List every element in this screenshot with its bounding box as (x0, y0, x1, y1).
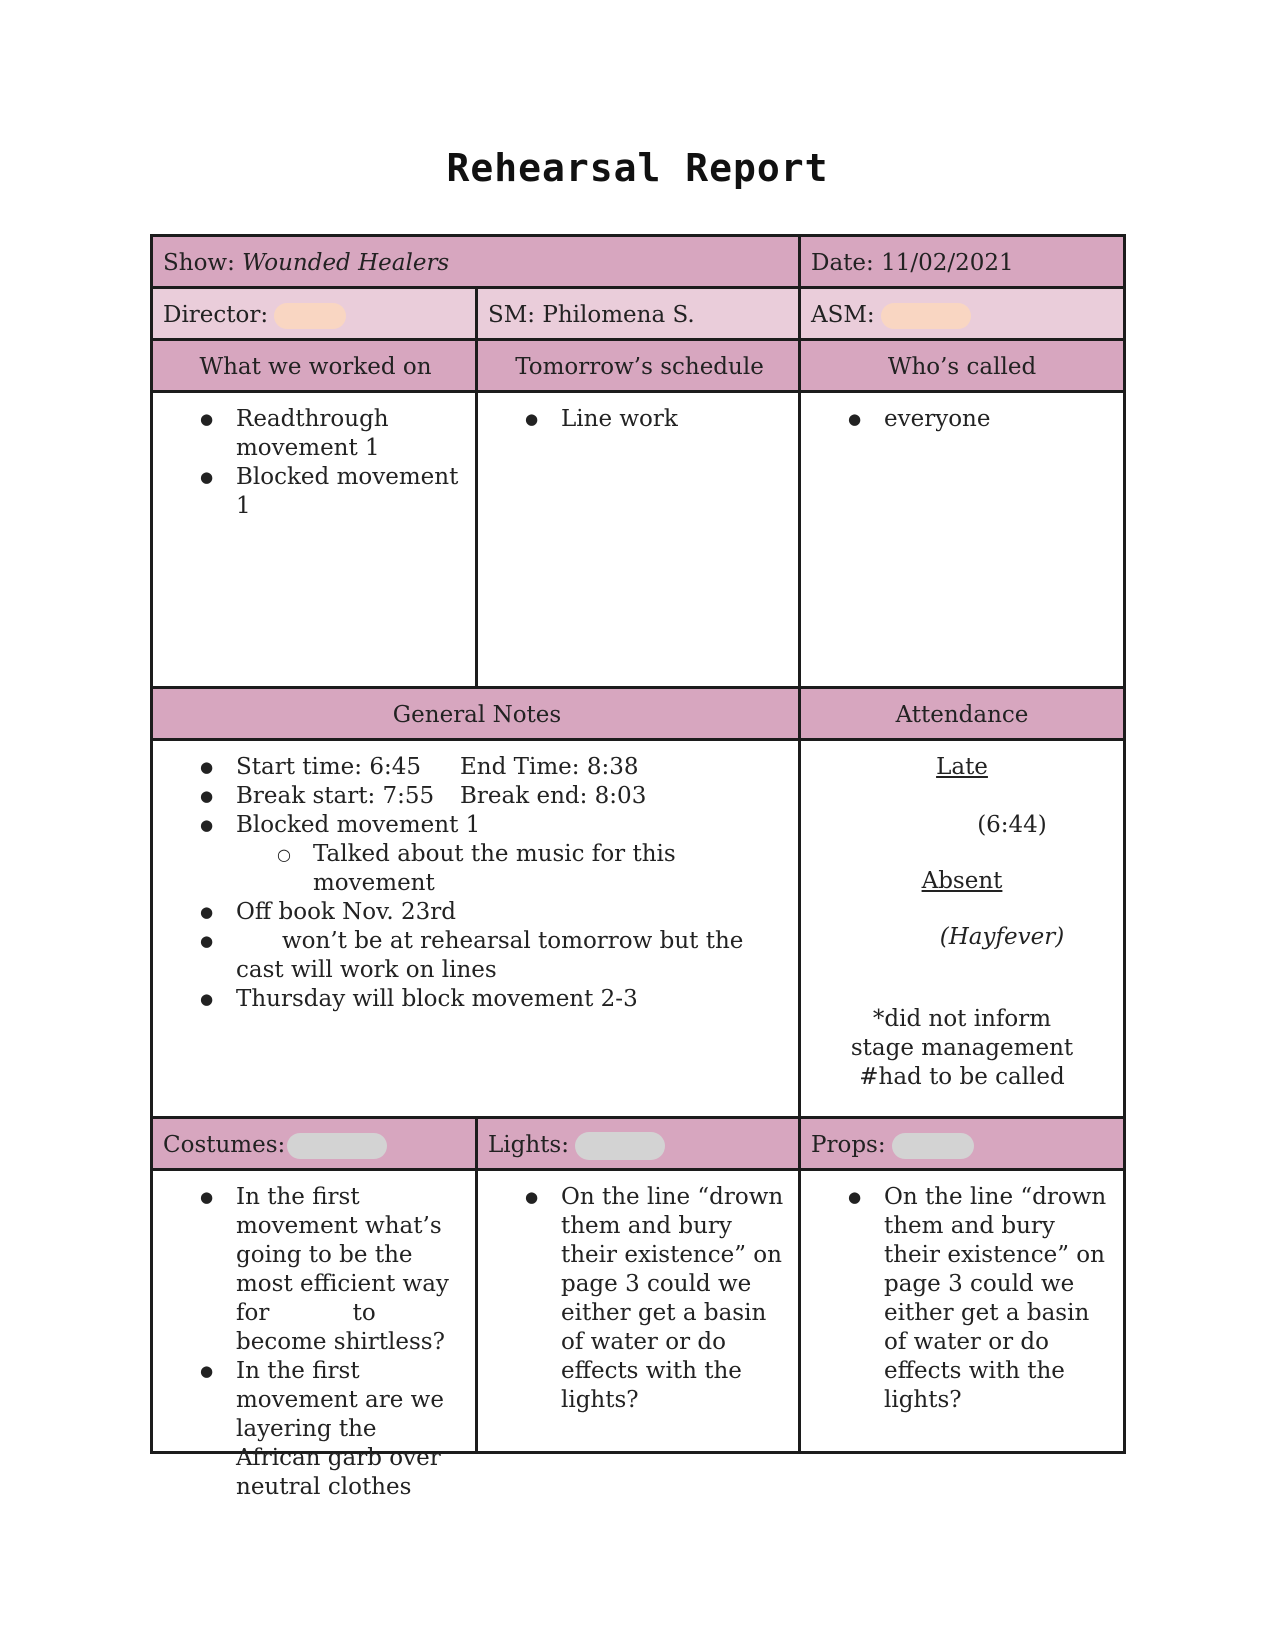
absent-label: Absent (921, 868, 1003, 894)
called-header: Who’s called (801, 341, 1123, 390)
list-item (153, 1183, 478, 1357)
date-value: 11/02/2021 (881, 250, 1014, 276)
list-item: ● In the first movement are we layering the African garb over neutral clothes (153, 1357, 478, 1502)
costumes-q1-end: to become shirtless? (236, 1300, 445, 1355)
divider (153, 1116, 1123, 1119)
sm-value: Philomena S. (542, 302, 695, 328)
break-start: Break start: 7:55 (236, 783, 435, 809)
director-cell (153, 289, 478, 338)
tomorrow-header: Tomorrow’s schedule (478, 341, 801, 390)
list-item: ○ Talked about the music for this movement (153, 840, 801, 898)
list-item: ● Blocked movement 1 (153, 811, 801, 840)
props-redaction (892, 1133, 974, 1159)
notes-header: General Notes (153, 689, 801, 738)
lights-label: Lights: (488, 1132, 569, 1158)
sm-label: SM: (488, 302, 536, 328)
asm-cell (801, 289, 1123, 338)
asm-redaction (881, 303, 971, 329)
divider (475, 1116, 478, 1451)
end-time: End Time: 8:38 (460, 754, 639, 780)
notes-content (153, 741, 801, 1116)
divider (153, 390, 1123, 393)
list-item: ● Off book Nov. 23rd (153, 898, 801, 927)
lights-content (478, 1171, 801, 1451)
worked-on-content (153, 393, 478, 686)
show-value: Wounded Healers (242, 250, 450, 276)
props-header (801, 1119, 1123, 1168)
break-end: Break end: 8:03 (460, 783, 647, 809)
lights-header (478, 1119, 801, 1168)
costumes-redaction (287, 1133, 387, 1159)
divider (153, 738, 1123, 741)
list-item: ● Blocked movement 1 (153, 463, 478, 521)
list-item: ● Thursday will block movement 2-3 (153, 985, 801, 1014)
absent-reason: (Hayfever) (939, 924, 1065, 950)
late-label: Late (936, 754, 988, 780)
attendance-note-1: *did not inform stage management (850, 1006, 1074, 1061)
costumes-label: Costumes: (163, 1132, 286, 1158)
called-content (801, 393, 1123, 686)
lights-redaction (575, 1132, 665, 1160)
list-item (153, 782, 801, 811)
director-redaction (274, 303, 346, 329)
page-title: Rehearsal Report (446, 146, 829, 190)
late-time: (6:44) (977, 812, 1047, 838)
divider (798, 237, 801, 1451)
attendance-note-2: #had to be called (859, 1064, 1065, 1090)
report-table (150, 234, 1126, 1500)
date-cell (801, 237, 1123, 286)
worked-on-header: What we worked on (153, 341, 478, 390)
props-content (801, 1171, 1123, 1451)
tomorrow-content (478, 393, 801, 686)
divider (153, 1168, 1123, 1171)
start-time: Start time: 6:45 (236, 754, 421, 780)
divider (153, 338, 1123, 341)
divider (475, 286, 478, 689)
list-item (153, 753, 801, 782)
attendance-header: Attendance (801, 689, 1123, 738)
list-item: ● Readthrough movement 1 (153, 405, 478, 463)
attendance-content (801, 741, 1123, 1116)
divider (153, 286, 1123, 289)
list-item: ● On the line “drown them and bury their existence” on page 3 could we either get a basin of water or do effects with the lights? (801, 1183, 1123, 1415)
show-label: Show: (163, 250, 235, 276)
show-cell (153, 237, 801, 286)
asm-label: ASM: (811, 302, 875, 328)
list-item: ● everyone (801, 405, 1123, 434)
costumes-content (153, 1171, 478, 1500)
sm-cell (478, 289, 801, 338)
date-label: Date: (811, 250, 874, 276)
divider (153, 686, 1123, 689)
list-item (153, 927, 801, 985)
director-label: Director: (163, 302, 269, 328)
absent-note: won’t be at rehearsal tomorrow but the cast will work on lines (236, 928, 744, 983)
costumes-q1-start: In the first movement what’s going to be the most efficient way for (236, 1184, 449, 1326)
props-label: Props: (811, 1132, 886, 1158)
costumes-header (153, 1119, 478, 1168)
list-item: ● Line work (478, 405, 801, 434)
list-item: ● On the line “drown them and bury their existence” on page 3 could we either get a basin of water or do effects with the lights? (478, 1183, 801, 1415)
